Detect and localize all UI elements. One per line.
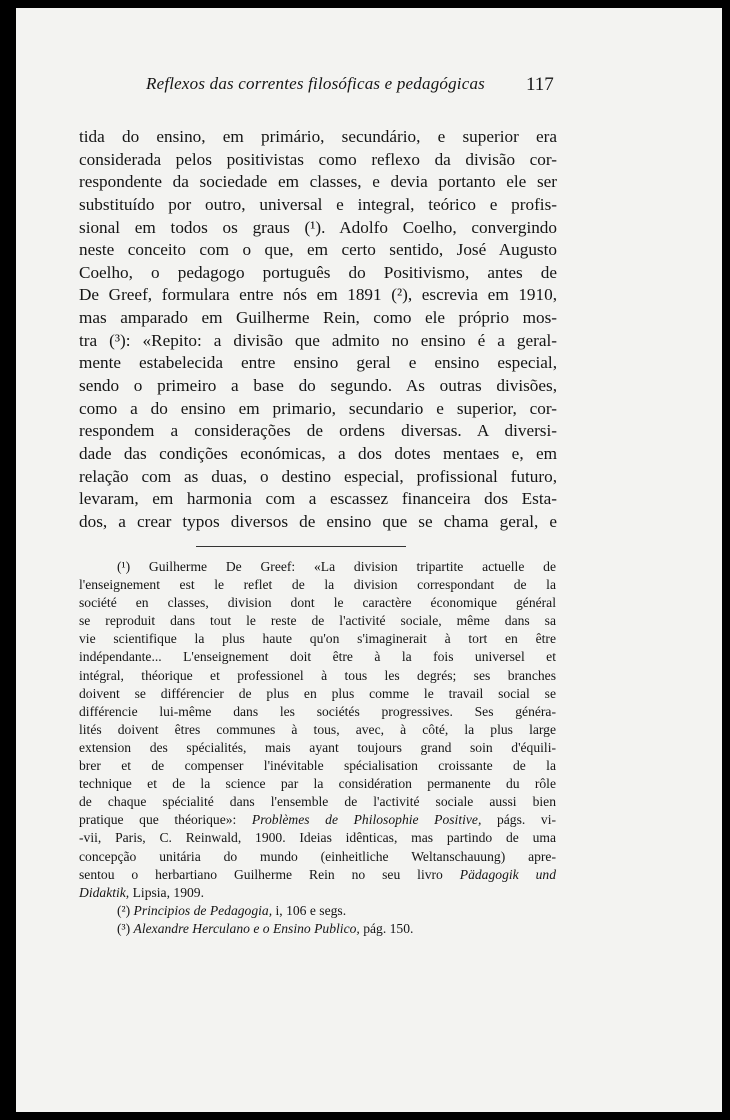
footnote-mark: (²) — [117, 902, 131, 918]
body-line: como a do ensino em primario, secundario e superior, cor- — [79, 398, 557, 418]
body-line: tida do ensino, em primário, secundário, e superior era — [79, 127, 557, 146]
footnote-line — [79, 866, 556, 884]
body-line: sendo o primeiro a base do segundo. As outras divisões, — [79, 376, 557, 396]
cited-title: Didaktik, — [79, 884, 130, 900]
book-page — [16, 8, 722, 1112]
footnote-line: l'enseignement est le reflet de la division correspondant de la — [79, 577, 556, 593]
footnote-line: brer et de compenser l'inévitable spécialisation croissante de la — [79, 758, 556, 774]
body-line: substituído por outro, universal e integral, teórico e profis- — [79, 194, 557, 214]
footnote-line: différencie lui-même dans les sociétés progressives. Ses généra- — [79, 703, 556, 719]
body-line: sional em todos os graus (¹). Adolfo Coelho, convergindo — [79, 217, 557, 237]
footnote-line: extension des spécialités, mais ayant toujours grand soin d'équili- — [79, 739, 556, 755]
body-line: De Greef, formulara entre nós em 1891 (²), escrevia em 1910, — [79, 285, 557, 305]
footnote-line: de chaque spécialité dans l'ensemble de l'activité sociale aussi bien — [79, 794, 556, 810]
body-text — [79, 126, 557, 534]
footnote-line: société en classes, division dont le caractère économique général — [79, 595, 556, 611]
footnote-text: págs. vi- — [481, 812, 556, 828]
footnote-line: indépendante... L'enseignement doit être à la fois universel et — [79, 649, 556, 665]
body-line: mas amparado em Guilherme Rein, como ele próprio mos- — [79, 308, 557, 328]
body-line: respondem a considerações de ordens diversas. A diversi- — [79, 421, 557, 441]
footnote-text: pratique que théorique»: — [79, 812, 252, 828]
footnote-text: i, 106 e segs. — [272, 902, 347, 918]
footnote-line: intégral, théorique et professionel à tous les degrés; ses branches — [79, 667, 556, 683]
footnote-line: concepção unitária do mundo (einheitliche Weltanschauung) apre- — [79, 848, 556, 864]
page-number: 117 — [526, 74, 554, 95]
footnote-text: Lipsia, 1909. — [129, 884, 204, 900]
running-title: Reflexos das correntes filosóficas e pedagógicas — [146, 74, 485, 93]
body-line: respondente da sociedade em classes, e devia portanto ele ser — [79, 172, 557, 192]
body-line: considerada pelos positivistas como reflexo da divisão cor- — [79, 149, 557, 169]
body-line: dos, a crear typos diversos de ensino que se chama geral, e — [79, 511, 557, 531]
body-line: levaram, em harmonia com a escassez financeira dos Esta- — [79, 489, 557, 509]
footnote-line — [79, 920, 556, 938]
footnote-line: lités doivent êtres communes à tous, avec, à côté, la plus large — [79, 721, 556, 737]
footnote-mark: (³) — [117, 920, 131, 936]
page-header — [16, 74, 722, 98]
body-line: dade das condições económicas, a dos dotes mentaes e, em — [79, 443, 557, 463]
footnote-line — [79, 811, 556, 829]
body-line: Coelho, o pedagogo português do Positivismo, antes de — [79, 262, 557, 282]
body-line: mente estabelecida entre ensino geral e ensino especial, — [79, 353, 557, 373]
body-line: neste conceito com o que, em certo sentido, José Augusto — [79, 240, 557, 260]
footnote-line: doivent se différencier de plus en plus comme le travail social se — [79, 685, 556, 701]
footnote-line — [79, 902, 556, 920]
footnote-text: sentou o herbartiano Guilherme Rein no seu livro — [79, 866, 460, 882]
footnotes — [79, 558, 556, 938]
body-line: tra (³): «Repito: a divisão que admito no ensino é a geral- — [79, 330, 557, 350]
footnote-line — [79, 884, 556, 902]
body-line: relação com as duas, o destino especial, profissional futuro, — [79, 466, 557, 486]
footnote-line: vie scientifique la plus haute qu'on s'imaginerait à tort en être — [79, 631, 556, 647]
cited-title: Alexandre Herculano e o Ensino Publico, — [133, 920, 360, 936]
footnote-separator — [196, 546, 406, 547]
footnote-line: se reproduit dans tout le reste de l'activité sociale, même dans sa — [79, 613, 556, 629]
cited-title: Pädagogik und — [459, 866, 556, 882]
cited-title: Problèmes de Philosophie Positive, — [251, 812, 482, 828]
footnote-text: pág. 150. — [359, 920, 414, 936]
footnote-line: -vii, Paris, C. Reinwald, 1900. Ideias idênticas, mas partindo de uma — [79, 830, 556, 846]
cited-title: Principios de Pedagogia, — [133, 902, 273, 918]
footnote-line: (¹) Guilherme De Greef: «La division tripartite actuelle de — [117, 559, 556, 574]
footnote-line: technique et de la science par la considération permanente du rôle — [79, 776, 556, 792]
